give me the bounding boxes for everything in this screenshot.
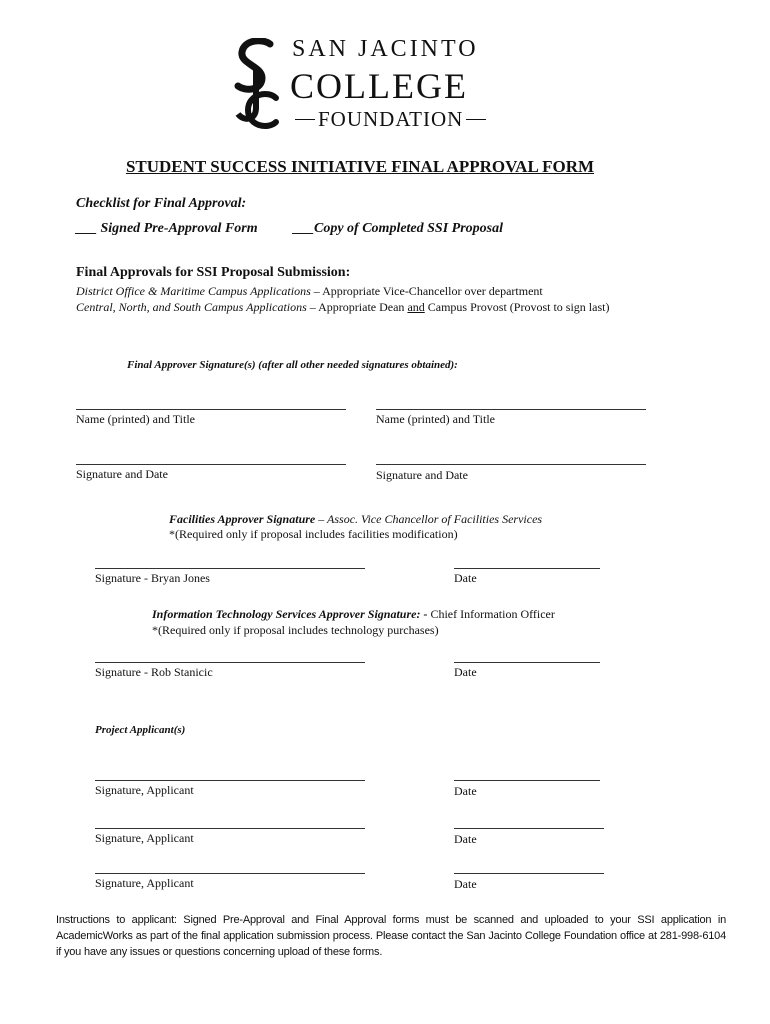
applicant-1-date-line[interactable] bbox=[454, 780, 600, 781]
it-date-line[interactable] bbox=[454, 662, 600, 663]
facilities-role: – Assoc. Vice Chancellor of Facilities Services bbox=[315, 512, 543, 526]
logo-text-san-jacinto: SAN JACINTO bbox=[292, 36, 479, 62]
applicant-2-date-line[interactable] bbox=[454, 828, 604, 829]
final-approvals-campus-line bbox=[76, 300, 609, 315]
applicant-1-signature-label: Signature, Applicant bbox=[95, 783, 194, 797]
checklist-item-ssi-proposal: ___Copy of Completed SSI Proposal bbox=[293, 221, 504, 236]
logo-text-college: COLLEGE bbox=[290, 66, 468, 106]
applicant-1-date-label: Date bbox=[454, 784, 477, 798]
signature-left-line[interactable] bbox=[76, 464, 346, 465]
applicant-3-date-label: Date bbox=[454, 877, 477, 891]
applicant-2-signature-line[interactable] bbox=[95, 828, 365, 829]
it-signature-label: Signature - Rob Stanicic bbox=[95, 665, 213, 679]
signature-right-label: Signature and Date bbox=[376, 468, 468, 482]
facilities-date-line[interactable] bbox=[454, 568, 600, 569]
name-right-label: Name (printed) and Title bbox=[376, 412, 495, 426]
checklist-heading: Checklist for Final Approval: bbox=[76, 196, 247, 211]
facilities-note: *(Required only if proposal includes facilities modification) bbox=[169, 527, 458, 541]
facilities-heading-line bbox=[169, 512, 542, 527]
final-approver-heading: Final Approver Signature(s) (after all other needed signatures obtained): bbox=[127, 359, 458, 371]
facilities-date-label: Date bbox=[454, 571, 477, 585]
sjc-logo-monogram-icon bbox=[232, 38, 280, 130]
name-left-line[interactable] bbox=[76, 409, 346, 410]
final-approvals-district-line bbox=[76, 284, 543, 299]
applicant-1-signature-line[interactable] bbox=[95, 780, 365, 781]
name-left-label: Name (printed) and Title bbox=[76, 412, 195, 426]
page-title: STUDENT SUCCESS INITIATIVE FINAL APPROVAL FORM bbox=[125, 157, 595, 176]
district-approver: – Appropriate Vice-Chancellor over department bbox=[310, 284, 543, 298]
applicant-3-signature-line[interactable] bbox=[95, 873, 365, 874]
it-date-label: Date bbox=[454, 665, 477, 679]
signature-left-label: Signature and Date bbox=[76, 467, 168, 481]
name-right-line[interactable] bbox=[376, 409, 646, 410]
campus-approver-a: – Appropriate Dean bbox=[306, 300, 408, 314]
it-heading-line bbox=[152, 607, 555, 622]
it-signature-line[interactable] bbox=[95, 662, 365, 663]
facilities-heading: Facilities Approver Signature bbox=[169, 512, 316, 526]
logo-text-foundation bbox=[292, 107, 489, 132]
it-note: *(Required only if proposal includes technology purchases) bbox=[152, 623, 439, 637]
instructions-paragraph: Instructions to applicant: Signed Pre-Approval and Final Approval forms must be scanned and uploaded to your SSI application in AcademicWorks as part of the final application submission process. Please contact the San Jacinto College Foundation office at 281-998-6104 if you have any issues or questions concerning upload of these forms. bbox=[56, 914, 726, 958]
applicant-2-signature-label: Signature, Applicant bbox=[95, 831, 194, 845]
campus-approver-and: and bbox=[407, 300, 425, 314]
applicant-3-signature-label: Signature, Applicant bbox=[95, 876, 194, 890]
campus-label: Central, North, and South Campus Applications bbox=[76, 300, 307, 314]
facilities-signature-line[interactable] bbox=[95, 568, 365, 569]
applicant-2-date-label: Date bbox=[454, 832, 477, 846]
applicant-3-date-line[interactable] bbox=[454, 873, 604, 874]
applicants-heading: Project Applicant(s) bbox=[95, 724, 186, 736]
district-label: District Office & Maritime Campus Applications bbox=[76, 284, 311, 298]
checklist-item-pre-approval: ___ Signed Pre-Approval Form bbox=[76, 221, 258, 236]
signature-right-line[interactable] bbox=[376, 464, 646, 465]
it-role: Chief Information Officer bbox=[427, 607, 555, 621]
final-approvals-heading: Final Approvals for SSI Proposal Submission: bbox=[76, 265, 351, 280]
logo-foundation-label: FOUNDATION bbox=[318, 107, 464, 131]
it-heading: Information Technology Services Approver Signature: - bbox=[152, 607, 428, 621]
campus-approver-b: Campus Provost (Provost to sign last) bbox=[424, 300, 610, 314]
facilities-signature-label: Signature - Bryan Jones bbox=[95, 571, 210, 585]
